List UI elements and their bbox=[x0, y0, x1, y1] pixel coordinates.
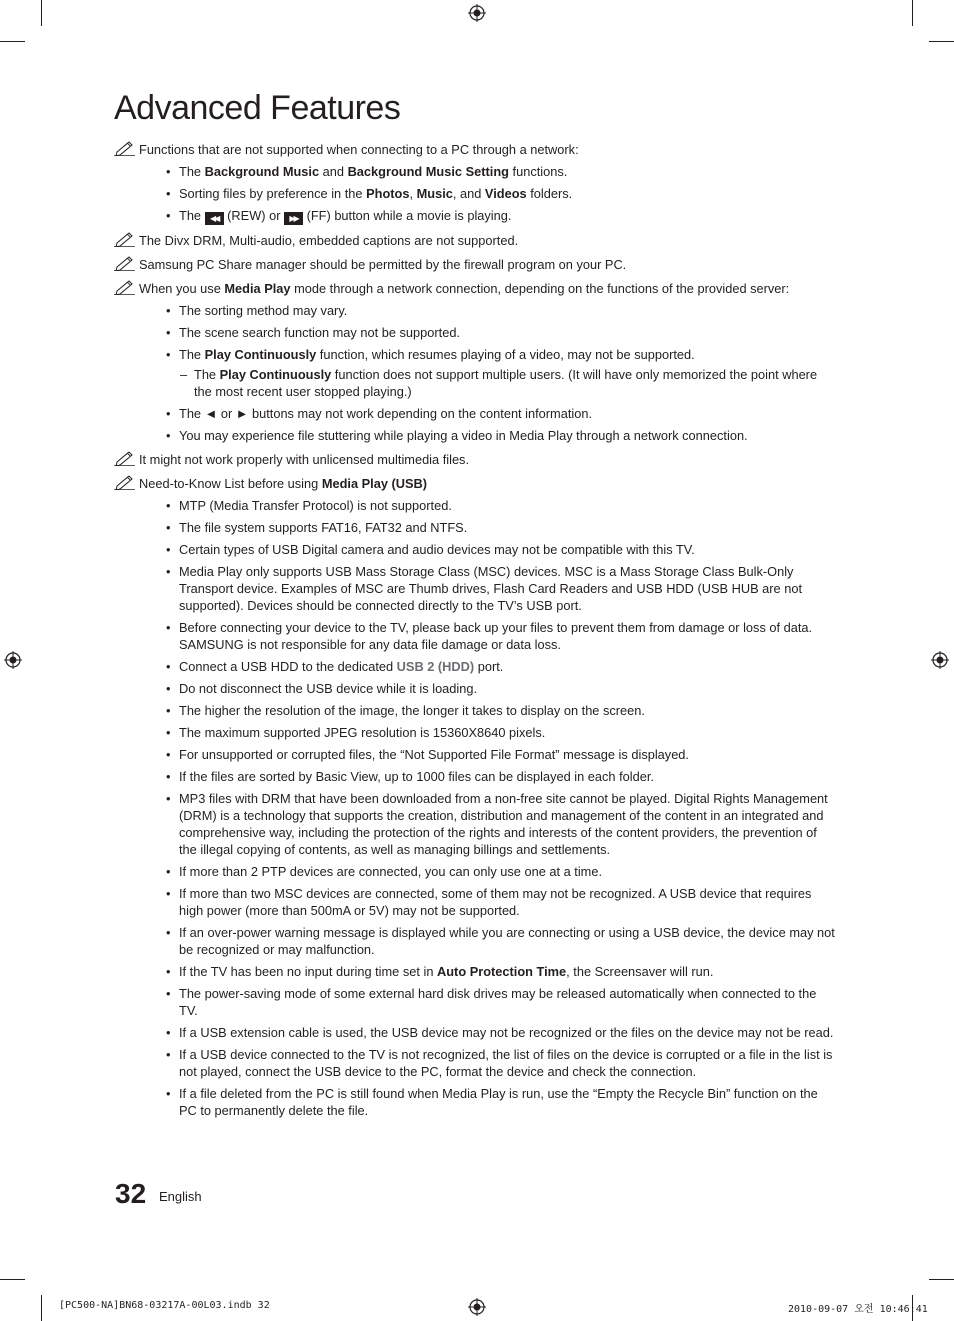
text-run: If a USB device connected to the TV is not recognized, the list of files on the device is corrupted or a file in the list is not played, connect the USB device to the PC, format the device and check the connection. bbox=[179, 1047, 833, 1079]
bullet-item bbox=[139, 427, 838, 444]
text-run: The maximum supported JPEG resolution is 15360X8640 pixels. bbox=[179, 725, 546, 740]
text-run: port. bbox=[474, 659, 504, 674]
registration-mark-icon bbox=[4, 651, 22, 669]
text-run: function does not support multiple users. (It will have only memorized the point where the most recent user stopped playing.) bbox=[194, 367, 818, 399]
note-item bbox=[114, 232, 838, 249]
text-run: Sorting files by preference in the bbox=[179, 186, 367, 201]
note-text bbox=[139, 232, 838, 249]
dash-marker: – bbox=[180, 367, 188, 382]
note-item bbox=[114, 256, 838, 273]
crop-mark bbox=[41, 0, 42, 26]
rewind-icon: ◀◀ bbox=[205, 212, 224, 225]
crop-mark bbox=[912, 0, 913, 26]
bullet-item bbox=[139, 541, 838, 558]
text-run: It might not work properly with unlicensed multimedia files. bbox=[139, 452, 470, 467]
bold-term: Background Music bbox=[204, 164, 320, 179]
note-pencil-icon bbox=[114, 140, 136, 156]
page-title: Advanced Features bbox=[114, 89, 401, 127]
bold-term: Background Music Setting bbox=[347, 164, 509, 179]
note-text bbox=[139, 280, 838, 297]
text-run: The sorting method may vary. bbox=[179, 303, 348, 318]
crop-mark bbox=[929, 41, 954, 42]
text-run: The bbox=[179, 164, 205, 179]
bold-term: Play Continuously bbox=[204, 347, 317, 362]
text-run: The higher the resolution of the image, the longer it takes to display on the screen. bbox=[179, 703, 645, 718]
text-run: Do not disconnect the USB device while it is loading. bbox=[179, 681, 478, 696]
bullet-item bbox=[139, 885, 838, 919]
crop-mark bbox=[929, 1279, 954, 1280]
note-text bbox=[139, 451, 838, 468]
note-item bbox=[114, 475, 838, 1119]
bold-term: Media Play (USB) bbox=[321, 476, 428, 491]
bullet-item bbox=[139, 724, 838, 741]
bullet-list bbox=[139, 163, 838, 225]
bullet-item bbox=[139, 519, 838, 536]
bullet-item bbox=[139, 863, 838, 880]
note-text bbox=[139, 475, 838, 492]
note-pencil-icon bbox=[114, 255, 136, 271]
text-run: When you use bbox=[139, 281, 225, 296]
bullet-item bbox=[139, 346, 838, 363]
text-run: Certain types of USB Digital camera and audio devices may not be compatible with this TV. bbox=[179, 542, 695, 557]
text-run: If more than 2 PTP devices are connected, you can only use one at a time. bbox=[179, 864, 603, 879]
bold-term: Media Play bbox=[224, 281, 291, 296]
port-label: USB 2 (HDD) bbox=[396, 659, 475, 674]
note-item bbox=[114, 451, 838, 468]
bullet-item bbox=[139, 563, 838, 614]
text-run: If an over-power warning message is displayed while you are connecting or using a USB device, the device may not be recognized or may malfunction. bbox=[179, 925, 835, 957]
print-file-info: [PC500-NA]BN68-03217A-00L03.indb 32 bbox=[59, 1300, 270, 1311]
bullet-item bbox=[139, 702, 838, 719]
text-run: functions. bbox=[508, 164, 568, 179]
text-run: function, which resumes playing of a video, may not be supported. bbox=[316, 347, 695, 362]
text-run: MP3 files with DRM that have been downloaded from a non-free site cannot be played. Digital Rights Management (DRM) is a technology that supports the creation, distribution and management of the content in an integrated and comprehensive way, including the protection of the rights and interests of the content providers, the prevention of the illegal copying of contents, as well as managing billings and settlements. bbox=[179, 791, 828, 857]
bullet-item bbox=[139, 497, 838, 514]
page-language: English bbox=[159, 1189, 202, 1204]
text-run: mode through a network connection, depending on the functions of the provided server: bbox=[290, 281, 790, 296]
note-pencil-icon bbox=[114, 279, 136, 295]
note-pencil-icon bbox=[114, 450, 136, 466]
bullet-item bbox=[139, 1085, 838, 1119]
text-run: If a file deleted from the PC is still found when Media Play is run, use the “Empty the Recycle Bin” function on the PC to permanently delete the file. bbox=[179, 1086, 818, 1118]
bullet-item bbox=[139, 985, 838, 1019]
bullet-item bbox=[139, 1046, 838, 1080]
text-run: Samsung PC Share manager should be permitted by the firewall program on your PC. bbox=[139, 257, 627, 272]
sub-note-item bbox=[139, 366, 838, 400]
text-run: (FF) button while a movie is playing. bbox=[303, 208, 512, 223]
text-run: MTP (Media Transfer Protocol) is not supported. bbox=[179, 498, 452, 513]
text-run: and bbox=[319, 164, 348, 179]
text-run: Functions that are not supported when connecting to a PC through a network: bbox=[139, 142, 579, 157]
bullet-list bbox=[139, 497, 838, 1119]
bullet-item bbox=[139, 680, 838, 697]
bullet-item bbox=[139, 790, 838, 858]
bullet-list bbox=[139, 302, 838, 444]
text-run: The power-saving mode of some external hard disk drives may be released automatically when connected to the TV. bbox=[179, 986, 817, 1018]
text-run: For unsupported or corrupted files, the “Not Supported File Format” message is displayed. bbox=[179, 747, 689, 762]
text-run: Before connecting your device to the TV, please back up your files to prevent them from damage or loss of data. SAMSUNG is not responsible for any data file damage or data loss. bbox=[179, 620, 813, 652]
text-run: Media Play only supports USB Mass Storage Class (MSC) devices. MSC is a Mass Storage Class Bulk-Only Transport device. Examples of MSC are Thumb drives, Flash Card Readers and USB HDD (USB HUB are not supported). Devices should be connected directly to the TV’s USB port. bbox=[179, 564, 803, 613]
fast-forward-icon: ▶▶ bbox=[284, 212, 303, 225]
bold-term: Auto Protection Time bbox=[437, 964, 567, 979]
bullet-item bbox=[139, 163, 838, 180]
bold-term: Music bbox=[416, 186, 453, 201]
note-text bbox=[139, 256, 838, 273]
bullet-item bbox=[139, 302, 838, 319]
bullet-item bbox=[139, 658, 838, 675]
text-run: If the TV has been no input during time set in bbox=[179, 964, 437, 979]
crop-mark bbox=[0, 41, 25, 42]
bold-term: Videos bbox=[484, 186, 527, 201]
text-run: If more than two MSC devices are connected, some of them may not be recognized. A USB device that requires high power (more than 500mA or 5V) may not be supported. bbox=[179, 886, 812, 918]
note-item bbox=[114, 141, 838, 225]
crop-mark bbox=[41, 1295, 42, 1321]
bullet-item bbox=[139, 746, 838, 763]
text-run: , the Screensaver will run. bbox=[566, 964, 714, 979]
note-text bbox=[139, 141, 838, 158]
text-run: The bbox=[194, 367, 220, 382]
registration-mark-icon bbox=[468, 1298, 486, 1316]
bullet-item bbox=[139, 963, 838, 980]
text-run: folders. bbox=[526, 186, 573, 201]
text-run: The bbox=[179, 208, 205, 223]
notes-section bbox=[114, 141, 838, 1119]
text-run: Connect a USB HDD to the dedicated bbox=[179, 659, 397, 674]
text-run: , and bbox=[452, 186, 485, 201]
bullet-item bbox=[139, 324, 838, 341]
bold-term: Photos bbox=[366, 186, 410, 201]
crop-mark bbox=[0, 1279, 25, 1280]
bullet-item bbox=[139, 619, 838, 653]
page-number: 32 bbox=[115, 1178, 147, 1209]
bullet-item bbox=[139, 768, 838, 785]
text-run: The file system supports FAT16, FAT32 and NTFS. bbox=[179, 520, 468, 535]
text-run: The bbox=[179, 347, 205, 362]
text-run: The scene search function may not be supported. bbox=[179, 325, 460, 340]
text-run: If the files are sorted by Basic View, up to 1000 files can be displayed in each folder. bbox=[179, 769, 654, 784]
text-run: (REW) or bbox=[223, 208, 285, 223]
text-run: Need-to-Know List before using bbox=[139, 476, 322, 491]
text-run: The ◄ or ► buttons may not work depending on the content information. bbox=[179, 406, 593, 421]
text-run: If a USB extension cable is used, the USB device may not be recognized or the files on the device may not be read. bbox=[179, 1025, 834, 1040]
bullet-item bbox=[139, 405, 838, 422]
bullet-item bbox=[139, 924, 838, 958]
print-timestamp: 2010-09-07 오전 10:46:41 bbox=[788, 1304, 928, 1315]
bold-term: Play Continuously bbox=[219, 367, 332, 382]
text-run: You may experience file stuttering while playing a video in Media Play through a network connection. bbox=[179, 428, 748, 443]
note-pencil-icon bbox=[114, 474, 136, 490]
bullet-item bbox=[139, 207, 838, 225]
bullet-item bbox=[139, 185, 838, 202]
registration-mark-icon bbox=[931, 651, 949, 669]
note-pencil-icon bbox=[114, 231, 136, 247]
text-run: , bbox=[409, 186, 417, 201]
bullet-item bbox=[139, 1024, 838, 1041]
note-item bbox=[114, 280, 838, 444]
text-run: The Divx DRM, Multi-audio, embedded captions are not supported. bbox=[139, 233, 519, 248]
registration-mark-icon bbox=[468, 4, 486, 22]
